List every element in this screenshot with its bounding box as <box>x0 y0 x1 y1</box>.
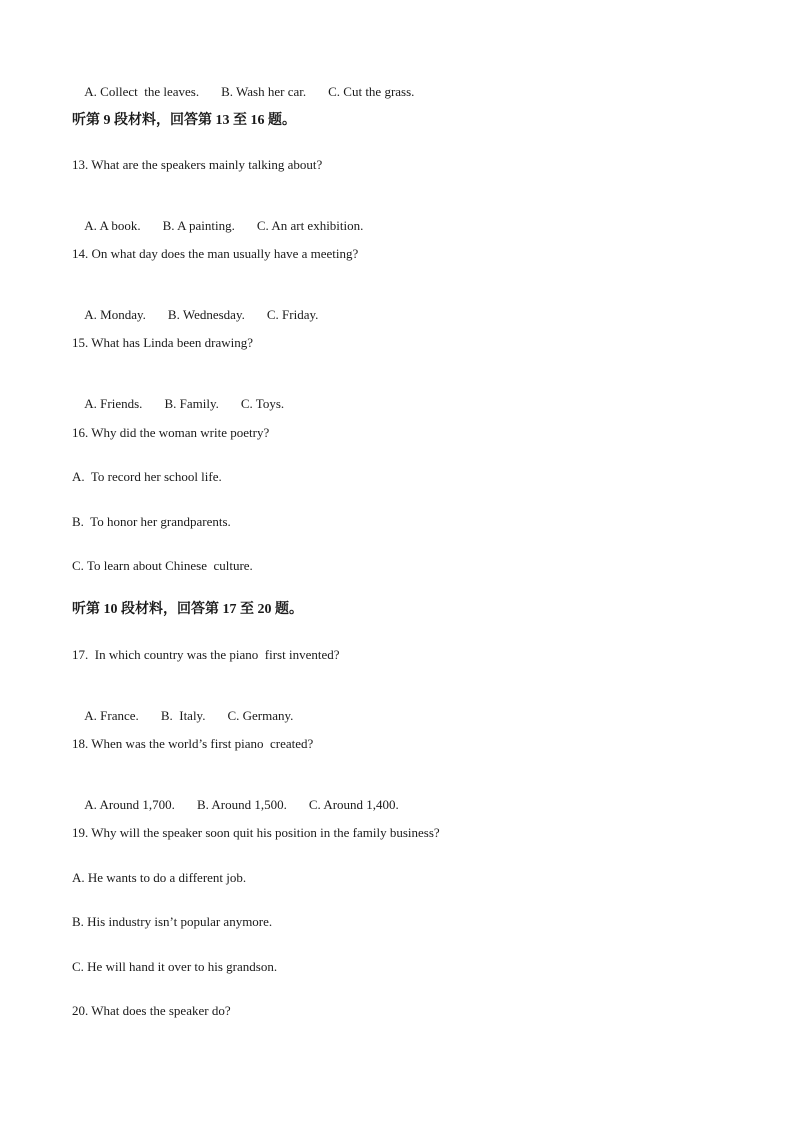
question-18: 18. When was the world’s first piano created? <box>72 736 314 751</box>
question-13: 13. What are the speakers mainly talking about? <box>72 157 323 172</box>
option-a: A. France. <box>84 708 139 723</box>
section-heading-10: 听第 10 段材料，回答第 17 至 20 题。 <box>72 602 303 617</box>
option-c: C. Germany. <box>227 708 294 723</box>
option-b: B. Italy. <box>160 708 206 723</box>
option-b: B. Around 1,500. <box>196 797 287 812</box>
options-row-q15 <box>72 380 284 428</box>
question-17: 17. In which country was the piano first invented? <box>72 647 340 662</box>
options-row-q18 <box>72 781 399 829</box>
option-a: A. A book. <box>84 218 141 233</box>
option-c: C. To learn about Chinese culture. <box>72 558 253 573</box>
option-a: A. Monday. <box>84 307 146 322</box>
question-15: 15. What has Linda been drawing? <box>72 335 253 350</box>
option-b: B. Wash her car. <box>221 84 307 99</box>
section-heading-9: 听第 9 段材料，回答第 13 至 16 题。 <box>72 113 296 128</box>
option-c: C. Around 1,400. <box>308 797 399 812</box>
question-19: 19. Why will the speaker soon quit his position in the family business? <box>72 825 440 840</box>
options-row-q17 <box>72 692 293 740</box>
option-b: B. To honor her grandparents. <box>72 514 231 529</box>
question-20: 20. What does the speaker do? <box>72 1003 231 1018</box>
option-b: B. Wednesday. <box>167 307 245 322</box>
option-c: C. Toys. <box>240 396 285 411</box>
option-a: A. Friends. <box>84 396 143 411</box>
option-c: C. Friday. <box>266 307 319 322</box>
options-row-q12 <box>72 68 414 116</box>
option-a: A. He wants to do a different job. <box>72 870 247 885</box>
options-row-q14 <box>72 291 318 339</box>
option-c: C. Cut the grass. <box>328 84 415 99</box>
option-b: B. A painting. <box>162 218 235 233</box>
option-a: A. Around 1,700. <box>84 797 175 812</box>
option-a: A. To record her school life. <box>72 469 222 484</box>
question-14: 14. On what day does the man usually have a meeting? <box>72 246 359 261</box>
option-a: A. Collect the leaves. <box>84 84 200 99</box>
option-c: C. He will hand it over to his grandson. <box>72 959 278 974</box>
question-16: 16. Why did the woman write poetry? <box>72 425 270 440</box>
options-row-q13 <box>72 202 363 250</box>
option-b: B. Family. <box>164 396 219 411</box>
option-b: B. His industry isn’t popular anymore. <box>72 914 273 929</box>
option-c: C. An art exhibition. <box>256 218 364 233</box>
